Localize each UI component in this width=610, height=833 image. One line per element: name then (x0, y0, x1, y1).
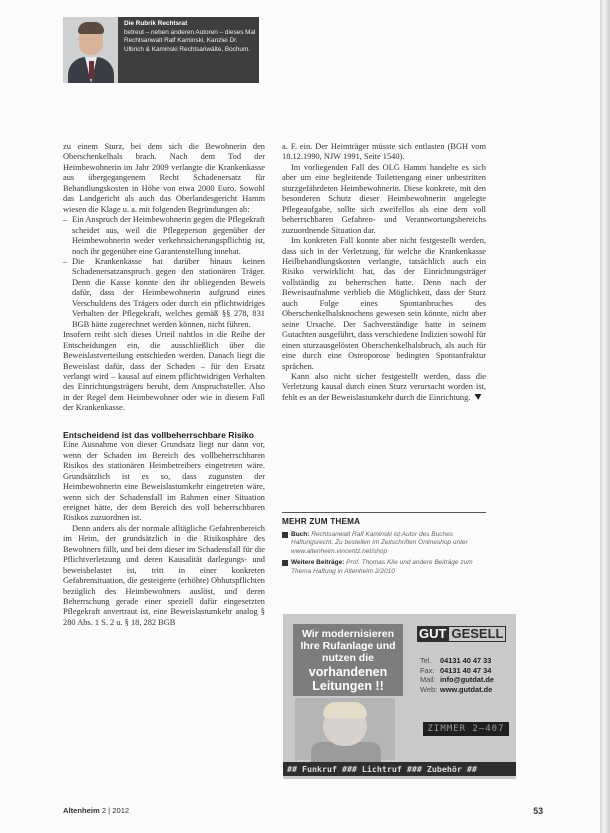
ad-headline-2: vorhandenen Leitungen !! (308, 665, 388, 693)
ad-ticker: ## Funkruf ### Lichtruf ### Zubehör ## (283, 762, 516, 776)
ad-child-photo (295, 698, 395, 760)
bullet-item: – Die Krankenkasse hat darüber hinaus keinen Schadenersatzanspruch gegen den stationären Träger. Denn die Kasse konnte den ihr obliegenden Beweis dafür, dass der Heimbewohnerin aufgrund eines Verschuldens des Trägers oder durch ein pflichtwidriges Verhalten der Pflegekraft, welches gemäß §§ 278, 831 BGB hätte zugerechnet werden können, nicht führen. (63, 257, 265, 330)
author-box (63, 17, 259, 83)
ad-contact-label: Web: (420, 684, 438, 694)
author-photo (63, 17, 118, 83)
ad-contact-value: 04131 40 47 34 (440, 665, 492, 675)
page-number: 53 (533, 806, 543, 816)
bullet-item: – Ein Anspruch der Heimbewohnerin gegen die Pflegekraft scheidet aus, weil die Pflegeperson gegenüber der Heimbewohnerin weder verkehrssicherungspflichtig ist, noch ihr gegenüber eine Garantenstellung innehat. (63, 215, 265, 257)
subheading: Entscheidend ist das vollbeherrschbare Risiko (63, 429, 255, 440)
more-heading: MEHR ZUM THEMA (282, 517, 361, 526)
right-column (282, 142, 486, 403)
right-paragraph-3: Im konkreten Fall konnte aber nicht festgestellt werden, dass sich in der Verletzung, für welche die Krankenkasse Heilbehandlungskosten verlangte, tatsächlich auch ein Risiko verwirklicht hat, das der Einrichtungsträger vollständig zu beherrschen hatte. Denn nach der Beweisaufnahme verblieb die Möglichkeit, dass der Sturz auch Folge eines Spontanbruches des Oberschenkelhalsknochens gewesen sein könnte, nicht aber seine Ursache. Der Sachverständige hatte in seinem Gutachten ausgeführt, dass verschiedene Indizien sowohl für einen sturzausgelösten Oberschenkelhalsbruch, als auch für eine durch eine Osteoporose bedingten Spontanfraktur sprächen. (282, 236, 486, 371)
issue-number: 2 | 2012 (101, 806, 130, 815)
ad-contact-value: info@gutdat.de (440, 675, 495, 685)
left-column (63, 142, 265, 628)
ad-logo-part1: GUT (419, 626, 447, 641)
ad-headline-1: Wir modernisieren Ihre Rufanlage und nutzen die (300, 628, 396, 664)
more-item-label: Buch: (291, 531, 310, 538)
ad-contact-label: Mail: (420, 675, 436, 685)
ad-contact-label: Tel. (420, 656, 432, 665)
right-paragraph-1: a. F. ein. Der Heimträger müsste sich entlasten (BGH vom 18.12.1990, NJW 1991, Seite 1540). (282, 142, 486, 162)
right-paragraph-2: Im vorliegenden Fall des OLG Hamm handelte es sich aber um eine begleitende Toilettengang einer unbestritten sturzgefährdeten Heimbewohnerin. Diese konkrete, mit den besonderen Schutz dieser Heimbewohnerin angelegte Pflegeaufgabe, sollte sich zweifellos als eine dem voll beherrschbaren Gefahren- und Verantwortungsbereichs zuzuordnende Situation dar. (282, 162, 486, 235)
ad-contact-row (420, 675, 512, 685)
right-paragraph-4: Kann also nicht sicher festgestellt werden, dass die Verletzung kausal durch einen Sturz verursacht worden ist, fehlt es an der Beweislastumkehr durch die Einrichtung. (282, 371, 486, 402)
author-title: Die Rubrik Rechtsrat (124, 20, 188, 27)
bullet-list (63, 215, 265, 330)
bullet-square-icon (282, 560, 288, 566)
ad-contact-value: 04131 40 47 33 (440, 656, 492, 665)
footer-magazine (63, 806, 129, 815)
left-paragraph: Insofern reiht sich dieses Urteil nahtlos in die Reihe der Entscheidungen ein, die ausschließlich über die Beweislastverteilung entschieden werden. Danach liegt die Beweislast dafür, dass der Schaden – für den Ersatz verlangt wird – kausal auf einem pflichtwidrigen Verhalten des Einrichtungsträgers beruht, dem Anspruchsteller. Also in der Regel dem Heimbewohner oder wie in diesem Fall der Krankenkasse. (63, 330, 265, 413)
left-paragraph-3: Denn anders als der normale alltägliche Gefahrenbereich im Heim, der grundsätzlich in die Risikosphäre des Bewohners fällt, und bei dem dieser im Schadensfall für die Pflichtverletzung und deren Kausalität darlegungs- und beweisbelastet ist, tritt in einer konkreten Gefahrensituation, die gesteigerte (erhöhte) Obhutspflichten bezüglich des Heimbewohners auslöst, und deren Beherrschung gerade einer speziell dafür eingesetzten Pflegekraft anvertraut ist, eine Beweislastumkehr analog § 280 Abs. 1 S. 2 u. § 18, 282 BGB (63, 523, 265, 627)
ad-contact (420, 656, 512, 694)
advertisement (283, 614, 516, 779)
more-item-text: Prof. Thomas Klie und andere Beiträge zum Thema Haftung in Altenheim 2/2010 (291, 559, 473, 575)
ad-logo-part2: GESELL (448, 626, 506, 642)
more-item-text: Rechtsanwalt Ralf Kaminski ist Autor des Buches Haftungsrecht. Zu bestellen im Zeitschriften Onlineshop unter www.altenheim.vincentz.net/shop (291, 531, 468, 555)
ad-headline-box (293, 624, 403, 696)
divider (282, 512, 486, 513)
ad-contact-value: www.gutdat.de (440, 684, 493, 694)
page-footer (63, 806, 543, 818)
page-edge (600, 0, 610, 833)
ad-contact-row (420, 685, 512, 695)
more-on-topic-box (282, 512, 486, 579)
left-paragraph-2: Eine Ausnahme von dieser Grundsatz liegt nur dann vor, wenn der Schaden im Bereich des vollbeherrschbaren Risikos des stationären Heimbetreibers eingetreten wäre. Grundsätzlich ist es so, dass zugunsten der Heimbewohnerin eine Beweislastumkehr eingetreten wäre, wenn sich der Schadensfall im Rahmen einer Situation ereignet hätte, der dem Bereich des voll beherrschbaren Risikos zuzuordnen ist. (63, 440, 265, 523)
ad-display-panel: ZIMMER 2–407 (423, 722, 509, 736)
ad-logo (417, 626, 506, 642)
ad-contact-row (420, 666, 512, 676)
more-item (282, 531, 486, 556)
more-item (282, 559, 486, 576)
author-text (124, 20, 257, 54)
more-item-label: Weitere Beiträge: (291, 559, 345, 567)
left-intro: zu einem Sturz, bei dem sich die Bewohnerin den Oberschenkelhals brach. Nach dem Tod der Heimbewohnerin im Jahr 2009 verlangte die Krankenkasse aus übergegangenem Recht Schadenersatz für Behandlungskosten in Höhe von etwa 2000 Euro. Sowohl das Landgericht als auch das Oberlandesgericht Hamm wiesen die Klage u. a. mit folgenden Begründungen ab: (63, 142, 265, 214)
ad-contact-row (420, 656, 512, 666)
author-description: betreut – neben anderen Autoren – dieses Mal Rechtsanwalt Ralf Kaminski, Kanzlei Dr. Ulbrich & Kaminski Rechtsanwälte, Bochum. (124, 28, 256, 53)
bullet-square-icon (282, 532, 288, 538)
magazine-name: Altenheim (63, 806, 100, 815)
end-mark-icon (474, 394, 481, 400)
ad-contact-label: Fax: (420, 665, 435, 675)
